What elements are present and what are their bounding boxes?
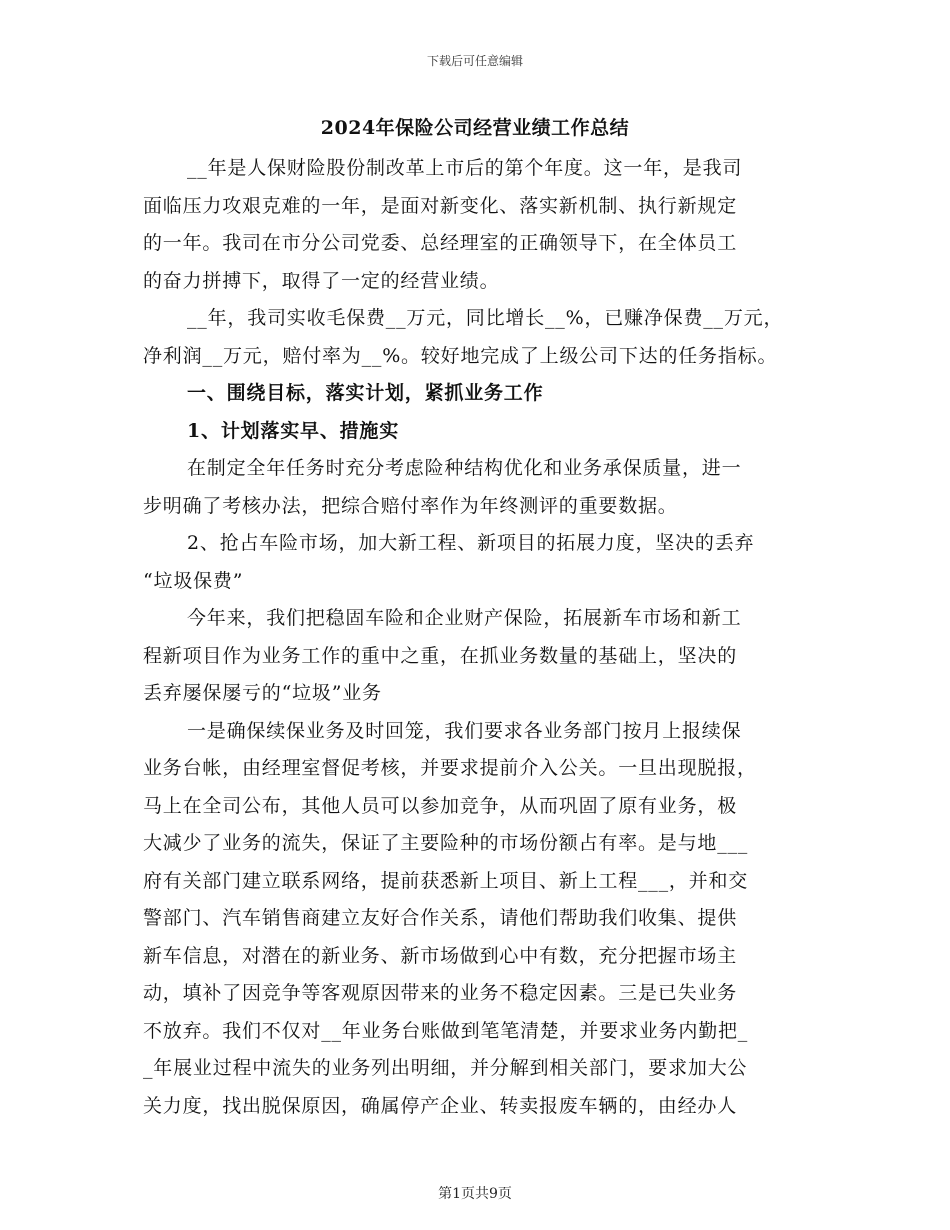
- body-line: 面临压力攻艰克难的一年，是面对新变化、落实新机制、执行新规定: [143, 194, 738, 217]
- body-line: 关力度，找出脱保原因，确属停产企业、转卖报废车辆的，由经办人: [143, 1094, 738, 1117]
- body-line: 警部门、汽车销售商建立友好合作关系，请他们帮助我们收集、提供: [143, 907, 738, 929]
- body-line: 动，填补了因竞争等客观原因带来的业务不稳定因素。三是已失业务: [143, 982, 738, 1004]
- body-line: 业务台帐，由经理室督促考核，并要求提前介入公关。一旦出现脱报，: [143, 757, 757, 779]
- page-footer: 第1页共9页: [438, 1186, 512, 1202]
- body-line: 在制定全年任务时充分考虑险种结构优化和业务承保质量，进一: [187, 457, 742, 479]
- body-line: __年是人保财险股份制改革上市后的第个年度。这一年，是我司: [187, 157, 743, 179]
- body-line: __年，我司实收毛保费__万元，同比增长__%，已赚净保费__万元，: [187, 307, 784, 329]
- body-line: 步明确了考核办法，把综合赔付率作为年终测评的重要数据。: [143, 494, 678, 517]
- body-line: 大减少了业务的流失，保证了主要险种的市场份额占有率。是与地___: [143, 832, 749, 854]
- body-line: _年展业过程中流失的业务列出明细，并分解到相关部门，要求加大公: [143, 1057, 748, 1079]
- section-heading: 一、围绕目标，落实计划，紧抓业务工作: [187, 382, 544, 404]
- header-note: 下载后可任意编辑: [426, 54, 523, 68]
- body-line: 一是确保续保业务及时回笼，我们要求各业务部门按月上报续保: [187, 719, 742, 742]
- body-line: 净利润__万元，赔付率为__%。较好地完成了上级公司下达的任务指标。: [143, 344, 778, 367]
- subsection-heading: 2、抢占车险市场，加大新工程、新项目的拓展力度，坚决的丢弃: [187, 532, 755, 554]
- body-line: 不放弃。我们不仅对__年业务台账做到笔笔清楚，并要求业务内勤把_: [143, 1019, 749, 1042]
- body-line: 府有关部门建立联系网络，提前获悉新上项目、新上工程___，并和交: [143, 869, 749, 892]
- body-line: 程新项目作为业务工作的重中之重，在抓业务数量的基础上，坚决的: [143, 644, 738, 667]
- body-line: 的一年。我司在市分公司党委、总经理室的正确领导下，在全体员工: [143, 232, 738, 254]
- body-line: 新车信息，对潜在的新业务、新市场做到心中有数，充分把握市场主: [143, 944, 738, 967]
- body-line: 的奋力拼搏下，取得了一定的经营业绩。: [143, 269, 500, 292]
- body-line: 今年来，我们把稳固车险和企业财产保险，拓展新车市场和新工: [187, 607, 742, 629]
- body-line: 丢弃屡保屡亏的“垃圾”业务: [143, 682, 382, 704]
- subsection-heading: 1、计划落实早、措施实: [187, 419, 400, 442]
- document-body: [143, 150, 823, 1125]
- body-line: 马上在全司公布，其他人员可以参加竞争，从而巩固了原有业务，极: [143, 794, 738, 817]
- document-title: 2024年保险公司经营业绩工作总结: [320, 117, 630, 139]
- body-line: “垃圾保费”: [143, 569, 244, 592]
